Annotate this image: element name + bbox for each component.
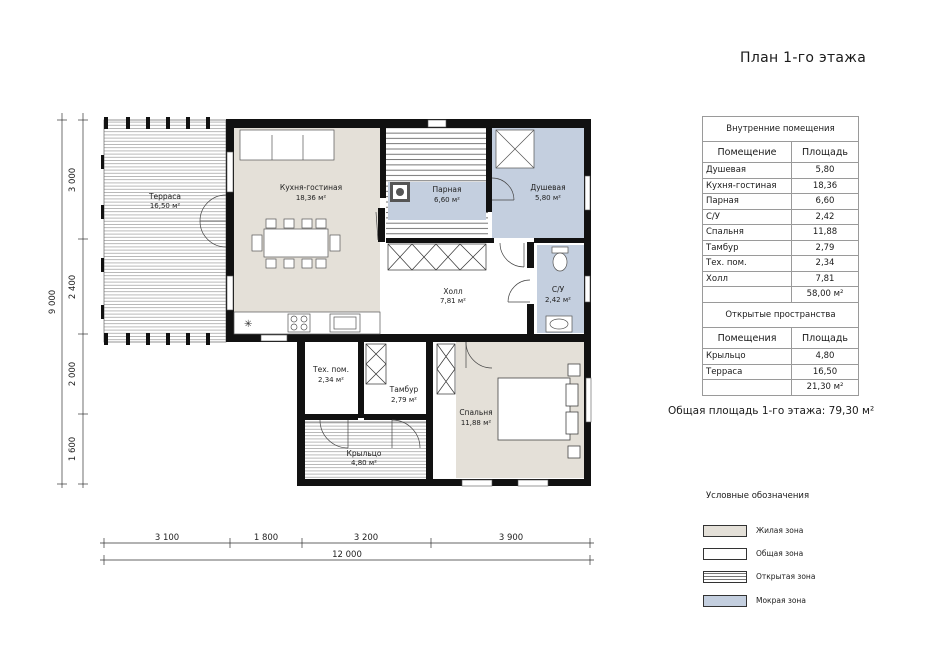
room-area-wc: 2,42 м² [545,296,571,304]
inner-table-total: 58,00 м² [792,287,859,303]
legend-title: Условные обозначения [706,491,810,501]
open-table-header-area: Площадь [792,328,859,349]
table-row [703,163,859,179]
room-area-tech: 2,34 м² [318,376,344,384]
table-row [703,178,859,194]
dim-h-4: 3 900 [498,533,524,543]
room-name-bedroom: Спальня [459,408,493,417]
table-cell: 7,81 [792,271,859,287]
room-name-shower: Душевая [530,183,566,192]
table-cell: 11,88 [792,225,859,241]
total-area: Общая площадь 1-го этажа: 79,30 м² [668,405,875,417]
table-cell [703,380,792,396]
table-cell: Терраса [703,364,792,380]
legend-swatch-living [703,525,747,537]
room-name-steam: Парная [432,185,462,194]
table-cell: 6,60 [792,194,859,210]
table-cell: Кухня-гостиная [703,178,792,194]
room-area-steam: 6,60 м² [434,196,460,204]
room-name-porch: Крыльцо [346,449,382,458]
table-row [703,225,859,241]
shower-tray-icon [496,130,534,168]
room-name-terrace: Терраса [148,192,182,201]
legend-label-common: Общая зона [756,549,804,558]
terrace-area [101,117,226,345]
table-row [703,271,859,287]
table-row [703,349,859,365]
table-cell: 2,79 [792,240,859,256]
legend-label-open: Открытая зона [756,572,816,581]
table-row [703,194,859,210]
room-name-tech: Тех. пом. [313,365,349,374]
inner-table-caption: Внутренние помещения [703,117,859,142]
table-cell: Тамбур [703,240,792,256]
page-title: План 1-го этажа [740,50,867,66]
table-cell: 4,80 [792,349,859,365]
table-row [703,209,859,225]
toilet-icon [552,247,568,271]
dim-v-2: 2 400 [68,274,78,300]
dim-h-total: 12 000 [332,550,362,560]
inner-rooms-table [702,116,859,303]
legend-label-wet: Мокрая зона [756,596,806,605]
table-cell: 16,50 [792,364,859,380]
tambur-wardrobe [366,344,386,384]
legend-swatch-wet [703,595,747,607]
table-cell [703,287,792,303]
open-table-header-room: Помещения [703,328,792,349]
room-area-terrace: 16,50 м² [149,202,181,210]
table-row [703,256,859,272]
table-cell: Парная [703,194,792,210]
open-table-caption: Открытые пространства [703,303,859,328]
room-area-kitchen: 18,36 м² [295,194,327,202]
room-name-tambur: Тамбур [389,385,419,394]
legend-swatch-common [703,548,747,560]
room-name-kitchen: Кухня-гостиная [279,183,343,192]
room-area-bedroom: 11,88 м² [460,419,492,427]
table-total-row [703,380,859,396]
table-cell: Душевая [703,163,792,179]
inner-table-header-area: Площадь [792,142,859,163]
table-cell: Холл [703,271,792,287]
table-cell: 18,36 [792,178,859,194]
table-cell: С/У [703,209,792,225]
table-cell: 5,80 [792,163,859,179]
table-total-row [703,287,859,303]
table-row [703,364,859,380]
table-cell: Крыльцо [703,349,792,365]
dim-h-2: 1 800 [253,533,279,543]
inner-table-header-room: Помещение [703,142,792,163]
room-name-wc: С/У [551,285,565,294]
open-table-total: 21,30 м² [792,380,859,396]
dim-h-1: 3 100 [154,533,180,543]
fan-icon: ✳ [244,319,253,330]
table-cell: 2,34 [792,256,859,272]
table-row [703,240,859,256]
table-cell: Спальня [703,225,792,241]
stove-icon [390,182,410,202]
hall-wardrobe [388,244,486,270]
sink-icon [546,316,572,332]
dim-v-3: 2 000 [68,361,78,387]
table-cell: Тех. пом. [703,256,792,272]
open-spaces-table [702,302,859,396]
bedroom-wardrobe [437,344,455,394]
dim-v-1: 3 000 [68,167,78,193]
dim-v-4: 1 600 [68,436,78,462]
room-area-shower: 5,80 м² [535,194,561,202]
table-cell: 2,42 [792,209,859,225]
dim-v-total: 9 000 [48,289,58,315]
room-name-hall: Холл [443,287,463,296]
legend-label-living: Жилая зона [756,526,804,535]
room-area-porch: 4,80 м² [351,459,377,467]
room-area-tambur: 2,79 м² [391,396,417,404]
dim-h-3: 3 200 [353,533,379,543]
room-area-hall: 7,81 м² [440,297,466,305]
legend-swatch-open [703,571,747,583]
